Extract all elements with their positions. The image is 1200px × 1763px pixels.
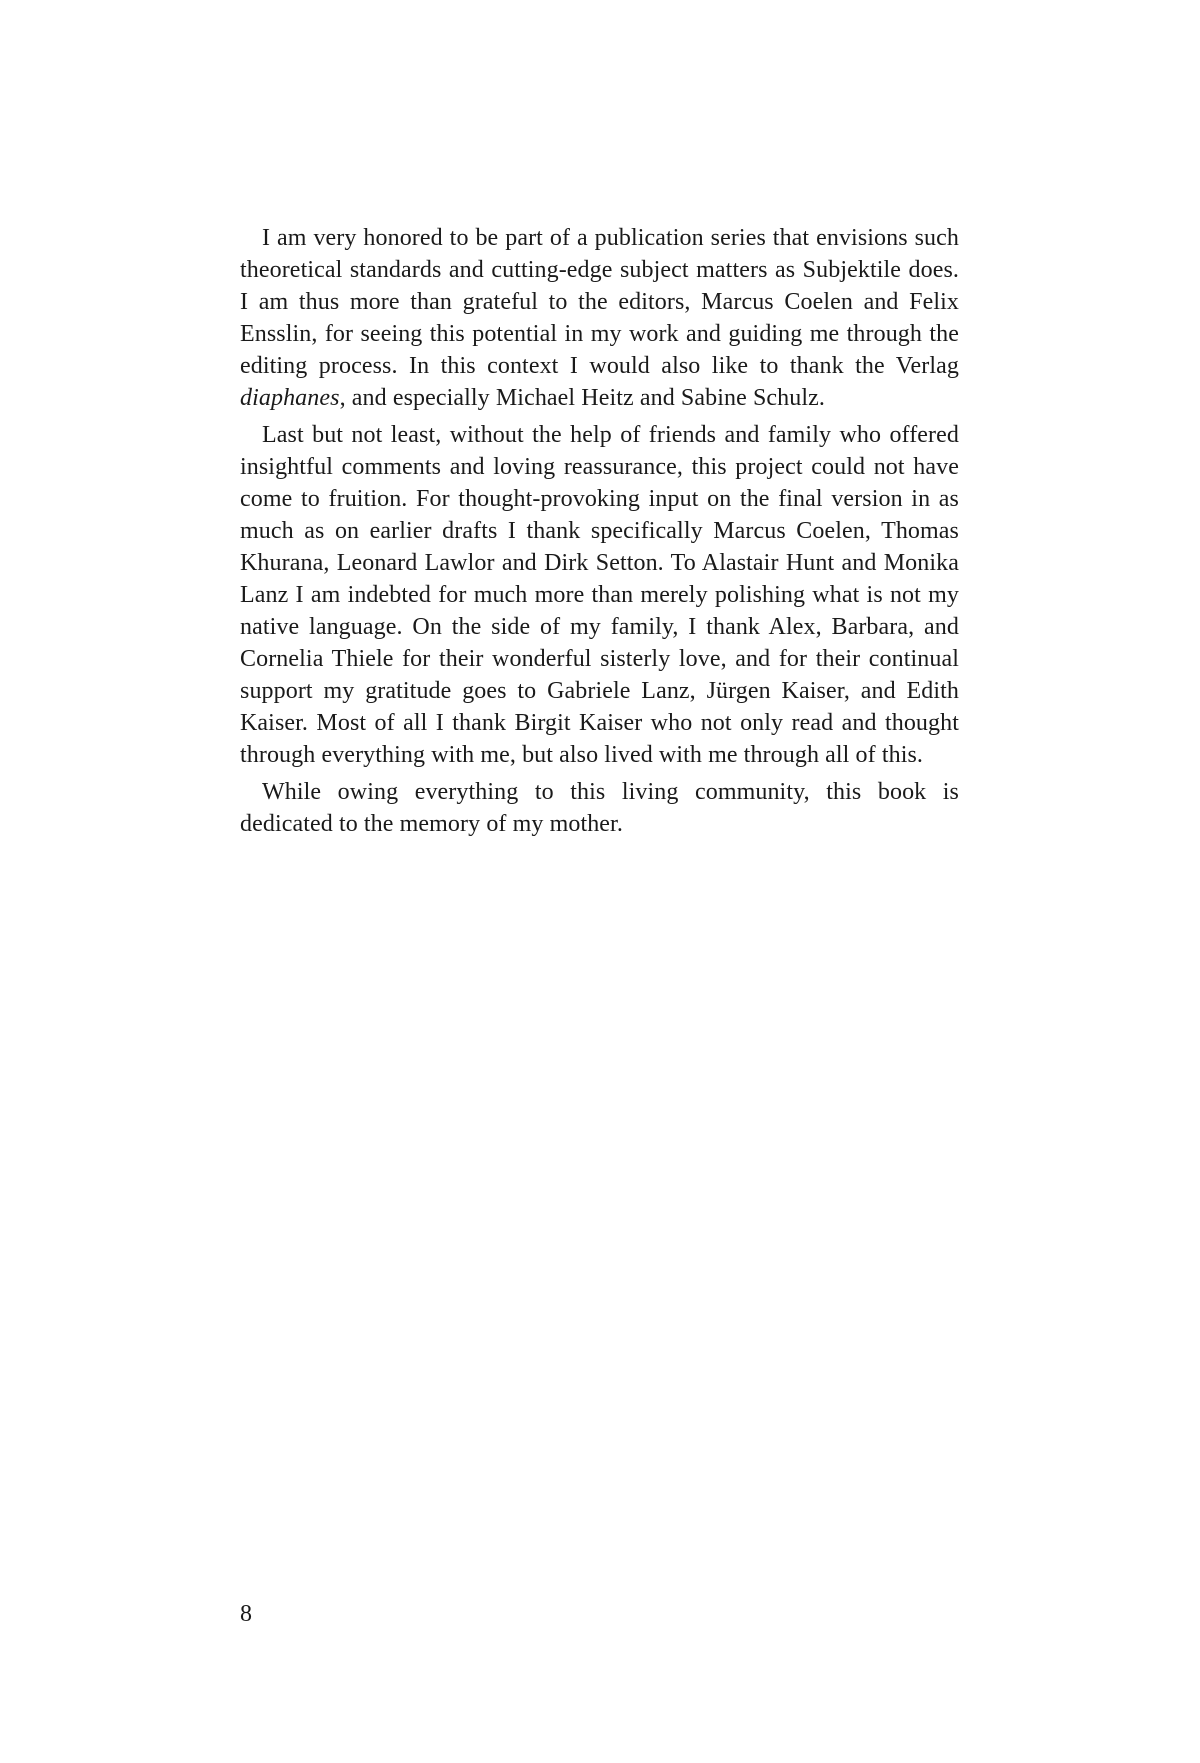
body-text: [240, 222, 959, 845]
paragraph-acknowledgement-friends-family: Last but not least, without the help of friends and family who offered insightful comments and loving reassurance, this project could not have come to fruition. For thought-provoking input on the final version in as much as on earlier drafts I thank specifically Marcus Coelen, Thomas Khurana, Leonard Lawlor and Dirk Setton. To Alastair Hunt and Monika Lanz I am indebted for much more than merely polishing what is not my native language. On the side of my family, I thank Alex, Barbara, and Cornelia Thiele for their wonderful sisterly love, and for their continual support my gratitude goes to Gabriele Lanz, Jürgen Kaiser, and Edith Kaiser. Most of all I thank Birgit Kaiser who not only read and thought through everything with me, but also lived with me through all of this.: [240, 422, 959, 768]
paragraph-dedication: While owing everything to this living community, this book is dedicated to the memory of my mother.: [240, 779, 959, 837]
paragraph-acknowledgement-series: [240, 222, 959, 414]
publisher-name-italic: diaphanes: [240, 385, 340, 411]
page-number: 8: [240, 1601, 252, 1627]
paragraph-text: I am very honored to be part of a publication series that envisions such theoretical standards and cutting-edge subject matters as Subjektile does. I am thus more than grateful to the editors, Marcus Coelen and Felix Ensslin, for seeing this potential in my work and guiding me through the editing process. In this context I would also like to thank the Verlag: [240, 225, 959, 379]
paragraph-text: , and especially Michael Heitz and Sabine Schulz.: [339, 385, 825, 411]
